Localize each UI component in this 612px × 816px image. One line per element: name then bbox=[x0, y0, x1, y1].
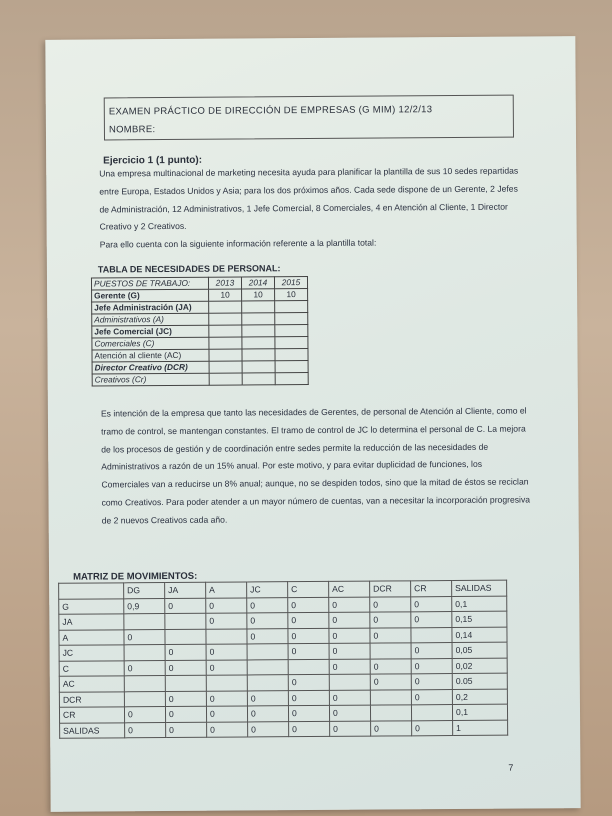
matrix-cell: CR bbox=[411, 581, 452, 597]
cell bbox=[209, 301, 242, 313]
matrix-cell: 0 bbox=[370, 596, 411, 612]
cell bbox=[209, 313, 242, 325]
matrix-cell: 0 bbox=[247, 690, 288, 706]
matrix-row-label: A bbox=[59, 629, 124, 645]
matrix-cell: 0 bbox=[206, 690, 247, 706]
matrix-cell: JA bbox=[165, 582, 206, 598]
matrix-cell: 0,05 bbox=[452, 642, 507, 658]
cell bbox=[275, 373, 308, 385]
matrix-cell: 0 bbox=[371, 720, 412, 736]
matrix-cell: DCR bbox=[370, 581, 411, 597]
matrix-cell: 0 bbox=[247, 597, 288, 613]
matrix-row-label: C bbox=[59, 660, 124, 676]
matrix-cell bbox=[206, 628, 247, 644]
cell bbox=[242, 313, 275, 325]
row-label: Jefe Administración (JA) bbox=[92, 301, 209, 314]
matrix-cell bbox=[370, 689, 411, 705]
matrix-cell bbox=[247, 659, 288, 675]
matrix-cell bbox=[329, 674, 370, 690]
matrix-cell: 0 bbox=[124, 660, 165, 676]
row-label: Comerciales (C) bbox=[92, 337, 209, 350]
row-label: Gerente (G) bbox=[92, 289, 209, 302]
cell bbox=[242, 361, 275, 373]
matrix-cell: 0 bbox=[411, 658, 452, 674]
matrix-cell: 0 bbox=[370, 627, 411, 643]
matrix-cell bbox=[370, 705, 411, 721]
matrix-cell bbox=[247, 644, 288, 660]
matrix-row-label: JC bbox=[59, 645, 124, 661]
matrix-cell bbox=[124, 645, 165, 661]
movement-matrix bbox=[58, 580, 508, 739]
matrix-cell: 0.05 bbox=[452, 673, 507, 689]
matrix-cell: 0 bbox=[329, 643, 370, 659]
matrix-cell: 0 bbox=[370, 612, 411, 628]
matrix-cell bbox=[124, 614, 165, 630]
matrix-cell: 0 bbox=[207, 721, 248, 737]
intro-text-2: Para ello cuenta con la siguiente información referente a la plantilla total: bbox=[99, 237, 377, 250]
matrix-cell: 0 bbox=[206, 613, 247, 629]
matrix-cell bbox=[124, 691, 165, 707]
matrix-cell: 0 bbox=[288, 628, 329, 644]
cell bbox=[242, 301, 275, 313]
header-cell: 2013 bbox=[208, 277, 241, 289]
matrix-cell: 0,9 bbox=[124, 598, 165, 614]
matrix-cell bbox=[206, 675, 247, 691]
matrix-cell: 0 bbox=[411, 643, 452, 659]
matrix-cell: 1 bbox=[453, 720, 508, 736]
matrix-cell bbox=[411, 627, 452, 643]
matrix-cell: 0 bbox=[165, 598, 206, 614]
matrix-cell: 0 bbox=[329, 628, 370, 644]
matrix-cell: 0 bbox=[329, 612, 370, 628]
matrix-row-label: DCR bbox=[59, 691, 124, 707]
row-label: Jefe Comercial (JC) bbox=[92, 325, 209, 338]
exam-title: EXAMEN PRÁCTICO DE DIRECCIÓN DE EMPRESAS (G MIM) 12/2/13 bbox=[108, 104, 433, 118]
matrix-cell: 0 bbox=[206, 597, 247, 613]
matrix-cell: 0 bbox=[329, 597, 370, 613]
cell bbox=[242, 337, 275, 349]
cell bbox=[209, 361, 242, 373]
exercise-intro bbox=[99, 162, 528, 254]
row-label: Creativos (Cr) bbox=[92, 373, 209, 386]
cell bbox=[275, 337, 308, 349]
matrix-cell: 0,1 bbox=[452, 704, 507, 720]
exam-header-box bbox=[104, 95, 514, 141]
matrix-cell bbox=[165, 613, 206, 629]
matrix-cell: 0 bbox=[247, 613, 288, 629]
matrix-row-label: SALIDAS bbox=[60, 722, 125, 738]
matrix-row-label bbox=[59, 583, 124, 599]
matrix-cell: SALIDAS bbox=[452, 580, 507, 596]
matrix-cell: 0 bbox=[124, 707, 165, 723]
matrix-cell: 0 bbox=[330, 721, 371, 737]
matrix-cell: 0 bbox=[247, 706, 288, 722]
header-cell: 2015 bbox=[274, 277, 307, 289]
matrix-cell: 0 bbox=[411, 612, 452, 628]
policy-paragraph: Es intención de la empresa que tanto las necesidades de Gerentes, de personal de Atención al Cliente, como el tramo de control, se mantengan constantes. El tramo de control de JC lo determina el personal de C. La mejora de los procesos de gestión y de coordinación entre sedes permite la reducción de las necesidades de Administrativos a razón de un 15% anual. Por este motivo, y para evitar duplicidad de funciones, los Comerciales van a reducirse un 8% anual; aunque, no se despiden todos, sino que la mitad de éstos se reciclan como Creativos. Para poder atender a un mayor número de cuentas, van a necesitar la incorporación progresiva de 2 nuevos Creativos cada año. bbox=[100, 405, 531, 526]
matrix-title: MATRIZ DE MOVIMIENTOS: bbox=[73, 570, 198, 583]
exam-sheet bbox=[45, 36, 580, 812]
matrix-cell: 0 bbox=[411, 674, 452, 690]
matrix-cell: 0 bbox=[165, 644, 206, 660]
matrix-cell bbox=[370, 643, 411, 659]
matrix-cell: 0 bbox=[288, 690, 329, 706]
matrix-row-label: G bbox=[59, 598, 124, 614]
matrix-cell: A bbox=[206, 582, 247, 598]
table-row bbox=[92, 373, 308, 387]
matrix-cell bbox=[411, 705, 452, 721]
matrix-cell: 0 bbox=[288, 705, 329, 721]
matrix-cell: 0 bbox=[125, 722, 166, 738]
cell bbox=[275, 325, 308, 337]
matrix-cell: 0 bbox=[206, 659, 247, 675]
matrix-cell: 0 bbox=[124, 629, 165, 645]
matrix-cell bbox=[165, 629, 206, 645]
matrix-cell: JC bbox=[247, 582, 288, 598]
matrix-cell: 0 bbox=[288, 643, 329, 659]
matrix-cell bbox=[165, 675, 206, 691]
matrix-row bbox=[60, 720, 508, 739]
cell: 10 bbox=[275, 289, 308, 301]
row-label: Director Creativo (DCR) bbox=[92, 361, 209, 374]
matrix-cell bbox=[124, 676, 165, 692]
matrix-cell bbox=[288, 659, 329, 675]
cell bbox=[275, 361, 308, 373]
matrix-cell: 0,2 bbox=[452, 689, 507, 705]
row-label: Atención al cliente (AC) bbox=[92, 349, 209, 362]
matrix-cell: 0 bbox=[411, 689, 452, 705]
matrix-cell: 0 bbox=[206, 644, 247, 660]
matrix-cell: 0 bbox=[370, 674, 411, 690]
matrix-cell: 0,1 bbox=[452, 596, 507, 612]
matrix-cell: 0 bbox=[288, 612, 329, 628]
matrix-cell: 0 bbox=[411, 596, 452, 612]
matrix-cell: 0,02 bbox=[452, 658, 507, 674]
cell bbox=[242, 349, 275, 361]
matrix-cell: DG bbox=[124, 583, 165, 599]
matrix-cell: 0 bbox=[206, 706, 247, 722]
cell bbox=[275, 313, 308, 325]
cell bbox=[209, 373, 242, 385]
matrix-row-label: CR bbox=[59, 707, 124, 723]
matrix-cell: 0 bbox=[288, 674, 329, 690]
matrix-cell: 0 bbox=[370, 658, 411, 674]
cell: 10 bbox=[209, 289, 242, 301]
intro-text: Una empresa multinacional de marketing necesita ayuda para planificar la plantilla de sus 10 sedes repartidas entre Europa, Estados Unidos y Asia; para los dos próximos años. Cada sede dispone de un Gerente, 2 Jefes de Administración, 12 Administrativos, 1 Jefe Comercial, 8 Comerciales, 4 en Atención al Cliente, 1 Director Creativo y 2 Creativos. bbox=[99, 165, 519, 232]
matrix-cell: 0 bbox=[289, 721, 330, 737]
matrix-cell: 0 bbox=[165, 691, 206, 707]
cell bbox=[275, 301, 308, 313]
needs-table bbox=[91, 276, 309, 387]
header-cell: PUESTOS DE TRABAJO: bbox=[91, 277, 208, 290]
matrix-row-label: JA bbox=[59, 614, 124, 630]
matrix-cell: 0 bbox=[247, 628, 288, 644]
cell bbox=[209, 337, 242, 349]
matrix-cell: 0 bbox=[329, 659, 370, 675]
matrix-cell: C bbox=[288, 581, 329, 597]
cell bbox=[209, 325, 242, 337]
row-label: Administrativos (A) bbox=[92, 313, 209, 326]
header-cell: 2014 bbox=[241, 277, 274, 289]
cell bbox=[242, 373, 275, 385]
matrix-cell: 0 bbox=[248, 721, 289, 737]
page-number: 7 bbox=[508, 762, 514, 773]
cell bbox=[209, 349, 242, 361]
matrix-cell: 0 bbox=[165, 660, 206, 676]
matrix-cell: 0 bbox=[288, 597, 329, 613]
matrix-cell: 0 bbox=[329, 705, 370, 721]
matrix-cell: 0 bbox=[329, 690, 370, 706]
cell bbox=[275, 349, 308, 361]
matrix-cell: 0,14 bbox=[452, 627, 507, 643]
matrix-cell: AC bbox=[329, 581, 370, 597]
cell: 10 bbox=[242, 289, 275, 301]
matrix-cell: 0 bbox=[165, 706, 206, 722]
matrix-row-label: AC bbox=[59, 676, 124, 692]
needs-table-title: TABLA DE NECESIDADES DE PERSONAL: bbox=[97, 263, 281, 275]
matrix-cell: 0,15 bbox=[452, 611, 507, 627]
exercise-title: Ejercicio 1 (1 punto): bbox=[103, 154, 203, 167]
matrix-cell: 0 bbox=[412, 720, 453, 736]
cell bbox=[242, 325, 275, 337]
matrix-cell: 0 bbox=[166, 722, 207, 738]
name-label: NOMBRE: bbox=[108, 124, 156, 136]
matrix-cell bbox=[247, 675, 288, 691]
